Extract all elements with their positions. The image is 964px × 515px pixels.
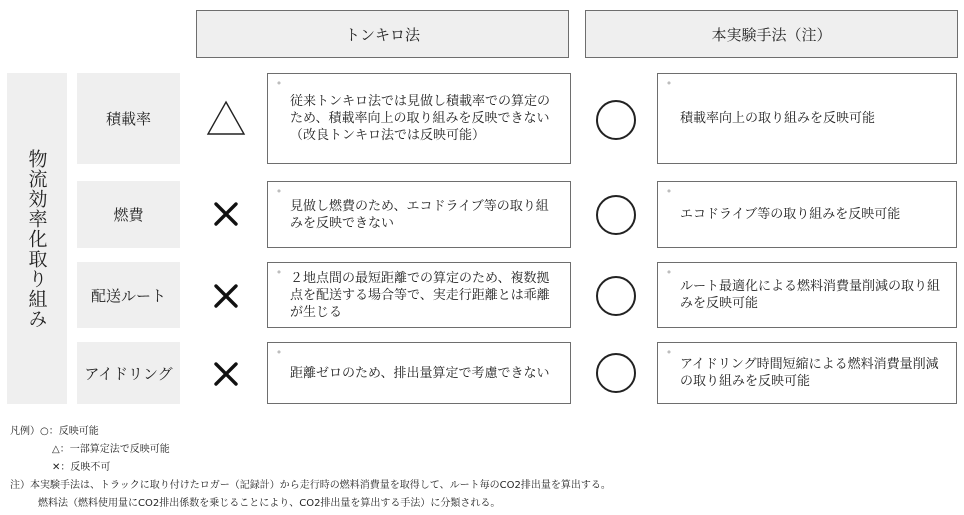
bullet-icon: • xyxy=(665,77,673,90)
left-description-text: 従来トンキロ法では見做し積載率での算定のため、積載率向上の取り組みを反映できない（改良トンキロ法では反映可能） xyxy=(290,94,551,143)
row-label-text: 積載率 xyxy=(105,110,151,128)
legend-line-3: ✕：反映不可 xyxy=(52,462,111,473)
bullet-icon: • xyxy=(275,77,283,90)
left-description-text: 見做し燃費のため、エコドライブ等の取り組みを反映できない xyxy=(290,198,549,231)
left-description-box xyxy=(267,262,571,328)
left-description-box xyxy=(267,342,571,404)
cross-icon xyxy=(202,276,250,316)
row-label-idling xyxy=(77,342,180,404)
right-description-box xyxy=(657,262,957,328)
right-description-text: ルート最適化による燃料消費量削減の取り組みを反映可能 xyxy=(680,279,941,311)
header-left-label: トンキロ法 xyxy=(344,25,420,44)
bullet-icon: • xyxy=(665,266,673,279)
bullet-icon: • xyxy=(665,185,673,198)
bullet-icon: • xyxy=(275,185,283,198)
triangle-icon xyxy=(202,98,250,138)
header-experimental-method xyxy=(585,10,958,58)
header-right-label: 本実験手法（注） xyxy=(711,25,832,44)
right-description-box xyxy=(657,73,957,164)
cross-icon xyxy=(202,354,250,394)
bullet-icon: • xyxy=(665,346,673,359)
bullet-icon: • xyxy=(275,266,283,279)
cross-icon xyxy=(202,194,250,234)
circle-icon xyxy=(596,276,636,316)
right-description-box xyxy=(657,342,957,404)
circle-icon xyxy=(596,195,636,235)
left-description-text: ２地点間の最短距離での算定のため、複数拠点を配送する場合等で、実走行距離とは乖離が生じる xyxy=(290,270,550,320)
legend-line-1: 凡例）○：反映可能 xyxy=(10,426,99,437)
row-label-text: 燃費 xyxy=(113,206,144,224)
right-description-text: アイドリング時間短縮による燃料消費量削減の取り組みを反映可能 xyxy=(680,357,939,389)
right-description-text: 積載率向上の取り組みを反映可能 xyxy=(680,111,876,126)
circle-icon xyxy=(596,100,636,140)
row-label-fuel-efficiency xyxy=(77,181,180,248)
left-description-box xyxy=(267,181,571,248)
side-label-panel xyxy=(7,73,67,404)
left-description-box xyxy=(267,73,571,164)
circle-icon xyxy=(596,353,636,393)
right-description-box xyxy=(657,181,957,248)
row-label-text: 配送ルート xyxy=(90,286,166,305)
header-ton-km-method xyxy=(196,10,569,58)
note-line-1: 注）本実験手法は、トラックに取り付けたロガー（記録計）から走行時の燃料消費量を取得して、ルート毎のCO2排出量を算出する。 xyxy=(10,480,611,491)
left-description-text: 距離ゼロのため、排出量算定で考慮できない xyxy=(290,365,550,381)
bullet-icon: • xyxy=(275,346,283,359)
row-label-text: アイドリング xyxy=(84,364,173,383)
legend-line-2: △：一部算定法で反映可能 xyxy=(52,444,170,455)
side-label: 物流効率化取り組み xyxy=(25,148,48,329)
right-description-text: エコドライブ等の取り組みを反映可能 xyxy=(680,207,901,222)
row-label-load-factor xyxy=(77,73,180,164)
note-line-2: 燃料法（燃料使用量にCO2排出係数を乗じることにより、CO2排出量を算出する手法）に分類される。 xyxy=(38,498,501,509)
row-label-delivery-route xyxy=(77,262,180,328)
